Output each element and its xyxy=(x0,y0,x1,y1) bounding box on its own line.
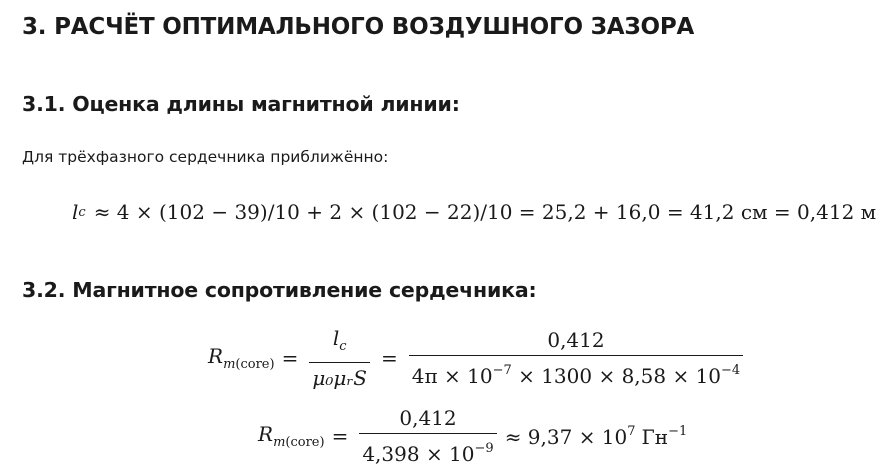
formula1-fraction-numeric: $\frac{0,412}{4\pi \times 10^{-7} \times 1300 \times 8,58 \times 10^{-4}}$ xyxy=(409,328,743,388)
formula2-fraction: $\frac{0,412}{4,398 \times 10^{-9}}$ xyxy=(359,406,496,466)
paragraph-text: Для трёхфазного сердечника приближённо: xyxy=(22,148,389,166)
formula-magnetic-length xyxy=(72,200,876,224)
formula1-eq-1: = xyxy=(281,346,299,370)
subsection-title-3-1: 3.1. Оценка длины магнитной линии: xyxy=(22,92,460,116)
formula2-eq: = xyxy=(331,424,349,448)
formula2-lhs: $R_{m(core)}$ xyxy=(258,422,325,450)
formula1-eq-2: = xyxy=(381,346,398,370)
formula2-result: ≈ $9,37 \times 10^7$ xyxy=(504,423,636,449)
formula-body: ≈ 4 × (102 − 39)/10 + 2 × (102 − 22)/10 = 25,2 + 16,0 = 41,2 см = 0,412 м xyxy=(93,200,877,224)
formula1-lhs: $R_{m(core)}$ xyxy=(208,344,275,372)
formula2-unit: $Гн^{-1}$ xyxy=(641,423,688,449)
formula1-fraction-symbolic: $\frac{l_c}{\text{μ₀μᵣS}}$ xyxy=(309,326,370,390)
formula-reluctance-2 xyxy=(258,406,687,466)
formula-lhs-var: l xyxy=(72,200,79,224)
subsection-title-3-2: 3.2. Магнитное сопротивление сердечника: xyxy=(22,278,537,302)
formula-reluctance-1 xyxy=(208,326,747,390)
formula-lhs-sub: c xyxy=(78,204,86,220)
section-title: 3. РАСЧЁТ ОПТИМАЛЬНОГО ВОЗДУШНОГО ЗАЗОРА xyxy=(22,14,695,40)
